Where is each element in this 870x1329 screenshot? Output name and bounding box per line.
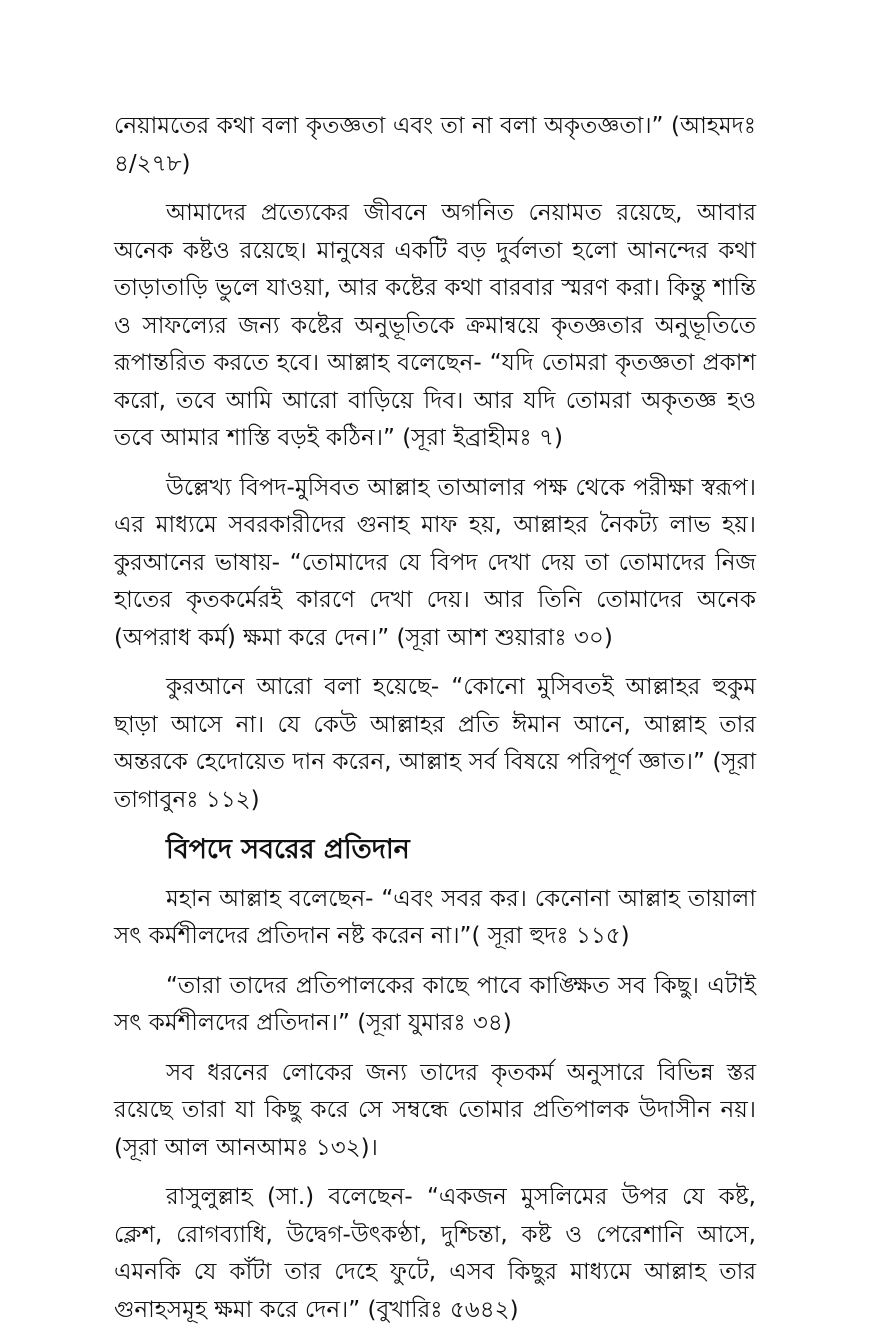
paragraph-sabr: মহান আল্লাহ বলেছেন- “এবং সবর কর। কেনোনা আল্লাহ তায়ালা সৎ কর্মশীলদের প্রতিদান নষ্ট করেন না।”( সূরা হুদঃ ১১৫) <box>114 885 756 949</box>
paragraph-hadith: রাসুলুল্লাহ (সা.) বলেছেন- “একজন মুসলিমের উপর যে কষ্ট, ক্লেশ, রোগব্যাধি, উদ্বেগ-উৎকণ্ঠা, দুশ্চিন্তা, কষ্ট ও পেরেশানি আসে, এমনকি যে কাঁটা তার দেহে ফুটে, এসব কিছুর মাধ্যমে আল্লাহ তার গুনাহসমূহ ক্ষমা করে দেন।” (বুখারিঃ ৫৬৪২) <box>114 1184 756 1323</box>
section-heading: বিপদে সবরের প্রতিদান <box>166 834 410 865</box>
paragraph-trials: উল্লেখ্য বিপদ-মুসিবত আল্লাহ তাআলার পক্ষ থেকে পরীক্ষা স্বরূপ। এর মাধ্যমে সবরকারীদের গুনাহ মাফ হয়, আল্লাহর নৈকট্য লাভ হয়। কুরআনের ভাষায়- “তোমাদের যে বিপদ দেখা দেয় তা তোমাদের নিজ হাতের কৃতকর্মেরই কারণে দেখা দেয়। আর তিনি তোমাদের অনেক (অপরাধ কর্ম) ক্ষমা করে দেন।” (সূরা আশ শুয়ারাঃ ৩০) <box>114 474 756 651</box>
paragraph-quran-quote: কুরআনে আরো বলা হয়েছে- “কোনো মুসিবতই আল্লাহর হুকুম ছাড়া আসে না। যে কেউ আল্লাহর প্রতি ঈমান আনে, আল্লাহ তার অন্তরকে হেদোয়েত দান করেন, আল্লাহ সর্ব বিষয়ে পরিপূর্ণ জ্ঞাত।” (সূরা তাগাবুনঃ ১১২) <box>114 674 756 813</box>
paragraph-reward: “তারা তাদের প্রতিপালকের কাছে পাবে কাঙ্ক্ষিত সব কিছু। এটাই সৎ কর্মশীলদের প্রতিদান।” (সূরা যুমারঃ ৩৪) <box>114 972 756 1036</box>
paragraph-levels: সব ধরনের লোকের জন্য তাদের কৃতকর্ম অনুসারে বিভিন্ন স্তর রয়েছে তারা যা কিছু করে সে সম্বন্ধে তোমার প্রতিপালক উদাসীন নয়। (সূরা আল আনআমঃ ১৩২)। <box>114 1059 756 1161</box>
paragraph-continuation: নেয়ামতের কথা বলা কৃতজ্ঞতা এবং তা না বলা অকৃতজ্ঞতা।” (আহমদঃ ৪/২৭৮) <box>114 113 756 177</box>
paragraph-blessings: আমাদের প্রত্যেকের জীবনে অগনিত নেয়ামত রয়েছে, আবার অনেক কষ্টও রয়েছে। মানুষের একটি বড় দুর্বলতা হলো আনন্দের কথা তাড়াতাড়ি ভুলে যাওয়া, আর কষ্টের কথা বারবার স্মরণ করা। কিন্তু শান্তি ও সাফল্যের জন্য কষ্টের অনুভূতিকে ক্রমান্বয়ে কৃতজ্ঞতার অনুভূতিতে রূপান্তরিত করতে হবে। আল্লাহ বলেছেন- “যদি তোমরা কৃতজ্ঞতা প্রকাশ করো, তবে আমি আরো বাড়িয়ে দিব। আর যদি তোমরা অকৃতজ্ঞ হও তবে আমার শাস্তি বড়ই কঠিন।” (সূরা ইব্রাহীমঃ ৭) <box>114 200 756 451</box>
